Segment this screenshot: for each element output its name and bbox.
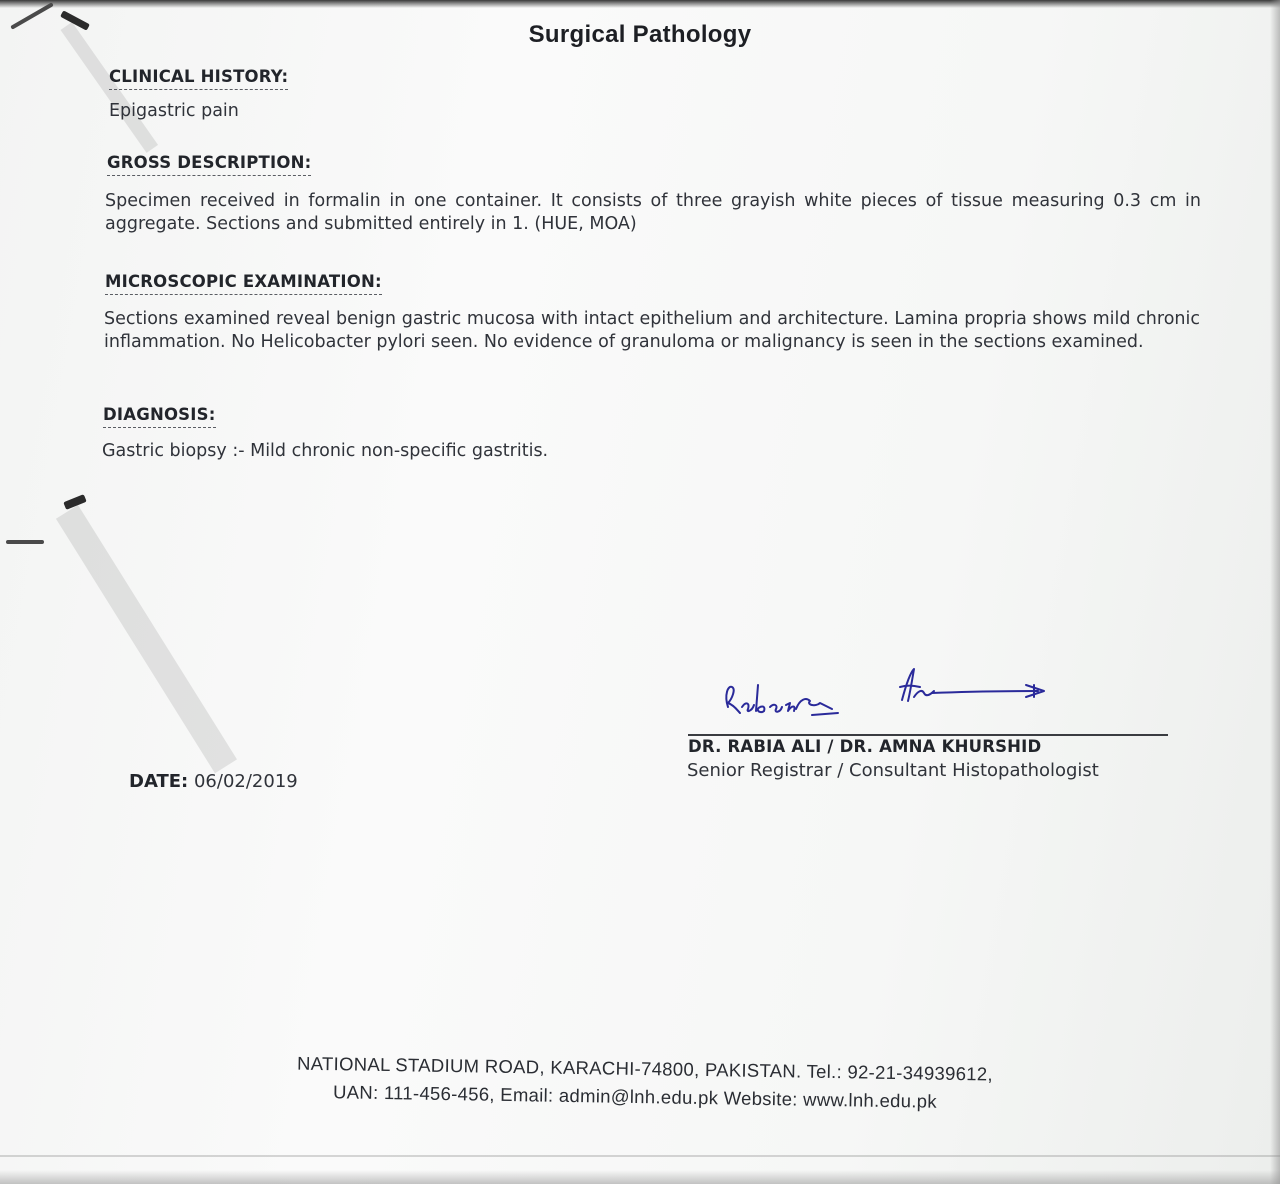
diagnosis-heading: DIAGNOSIS: [103,405,216,428]
handwritten-signatures [688,655,1168,735]
footer-contact: UAN: 111-456-456, Email: admin@lnh.edu.pk Website: www.lnh.edu.pk [332,1081,938,1112]
signature-line [688,734,1168,736]
page-top-shadow [0,0,1280,8]
clinical-history-text: Epigastric pain [109,101,239,121]
page-bottom-shadow [0,1170,1280,1184]
binder-clip-shadow [56,505,237,773]
page-right-shadow [1270,0,1280,1184]
footer-address: NATIONAL STADIUM ROAD, KARACHI-74800, PAKISTAN. Tel.: 92-21-34939612, [296,1052,994,1085]
microscopic-examination-text: Sections examined reveal benign gastric mucosa with intact epithelium and architecture. Lamina propria shows mild chronic inflammation. No Helicobacter pylori seen. No evidence of granuloma or malignancy is seen in the sections examined. [104,309,1200,352]
report-date [129,771,298,792]
signature-scribble [688,655,1168,735]
gross-description-heading: GROSS DESCRIPTION: [107,153,311,176]
date-label: DATE: [129,771,189,792]
date-value: 06/02/2019 [193,771,298,792]
page-fold-line [0,1155,1280,1157]
diagnosis-text: Gastric biopsy :- Mild chronic non-specific gastritis. [102,441,549,461]
clinical-history-heading: CLINICAL HISTORY: [109,67,288,90]
signer-names: DR. RABIA ALI / DR. AMNA KHURSHID [688,737,1042,756]
gross-description-text: Specimen received in formalin in one container. It consists of three grayish white pieces of tissue measuring 0.3 cm in aggregate. Sections and submitted entirely in 1. (HUE, MOA) [105,191,1201,234]
microscopic-examination-heading: MICROSCOPIC EXAMINATION: [105,272,382,295]
signer-titles: Senior Registrar / Consultant Histopathologist [687,760,1099,781]
report-title: Surgical Pathology [528,21,752,48]
binder-clip-middle-arm [6,540,44,544]
